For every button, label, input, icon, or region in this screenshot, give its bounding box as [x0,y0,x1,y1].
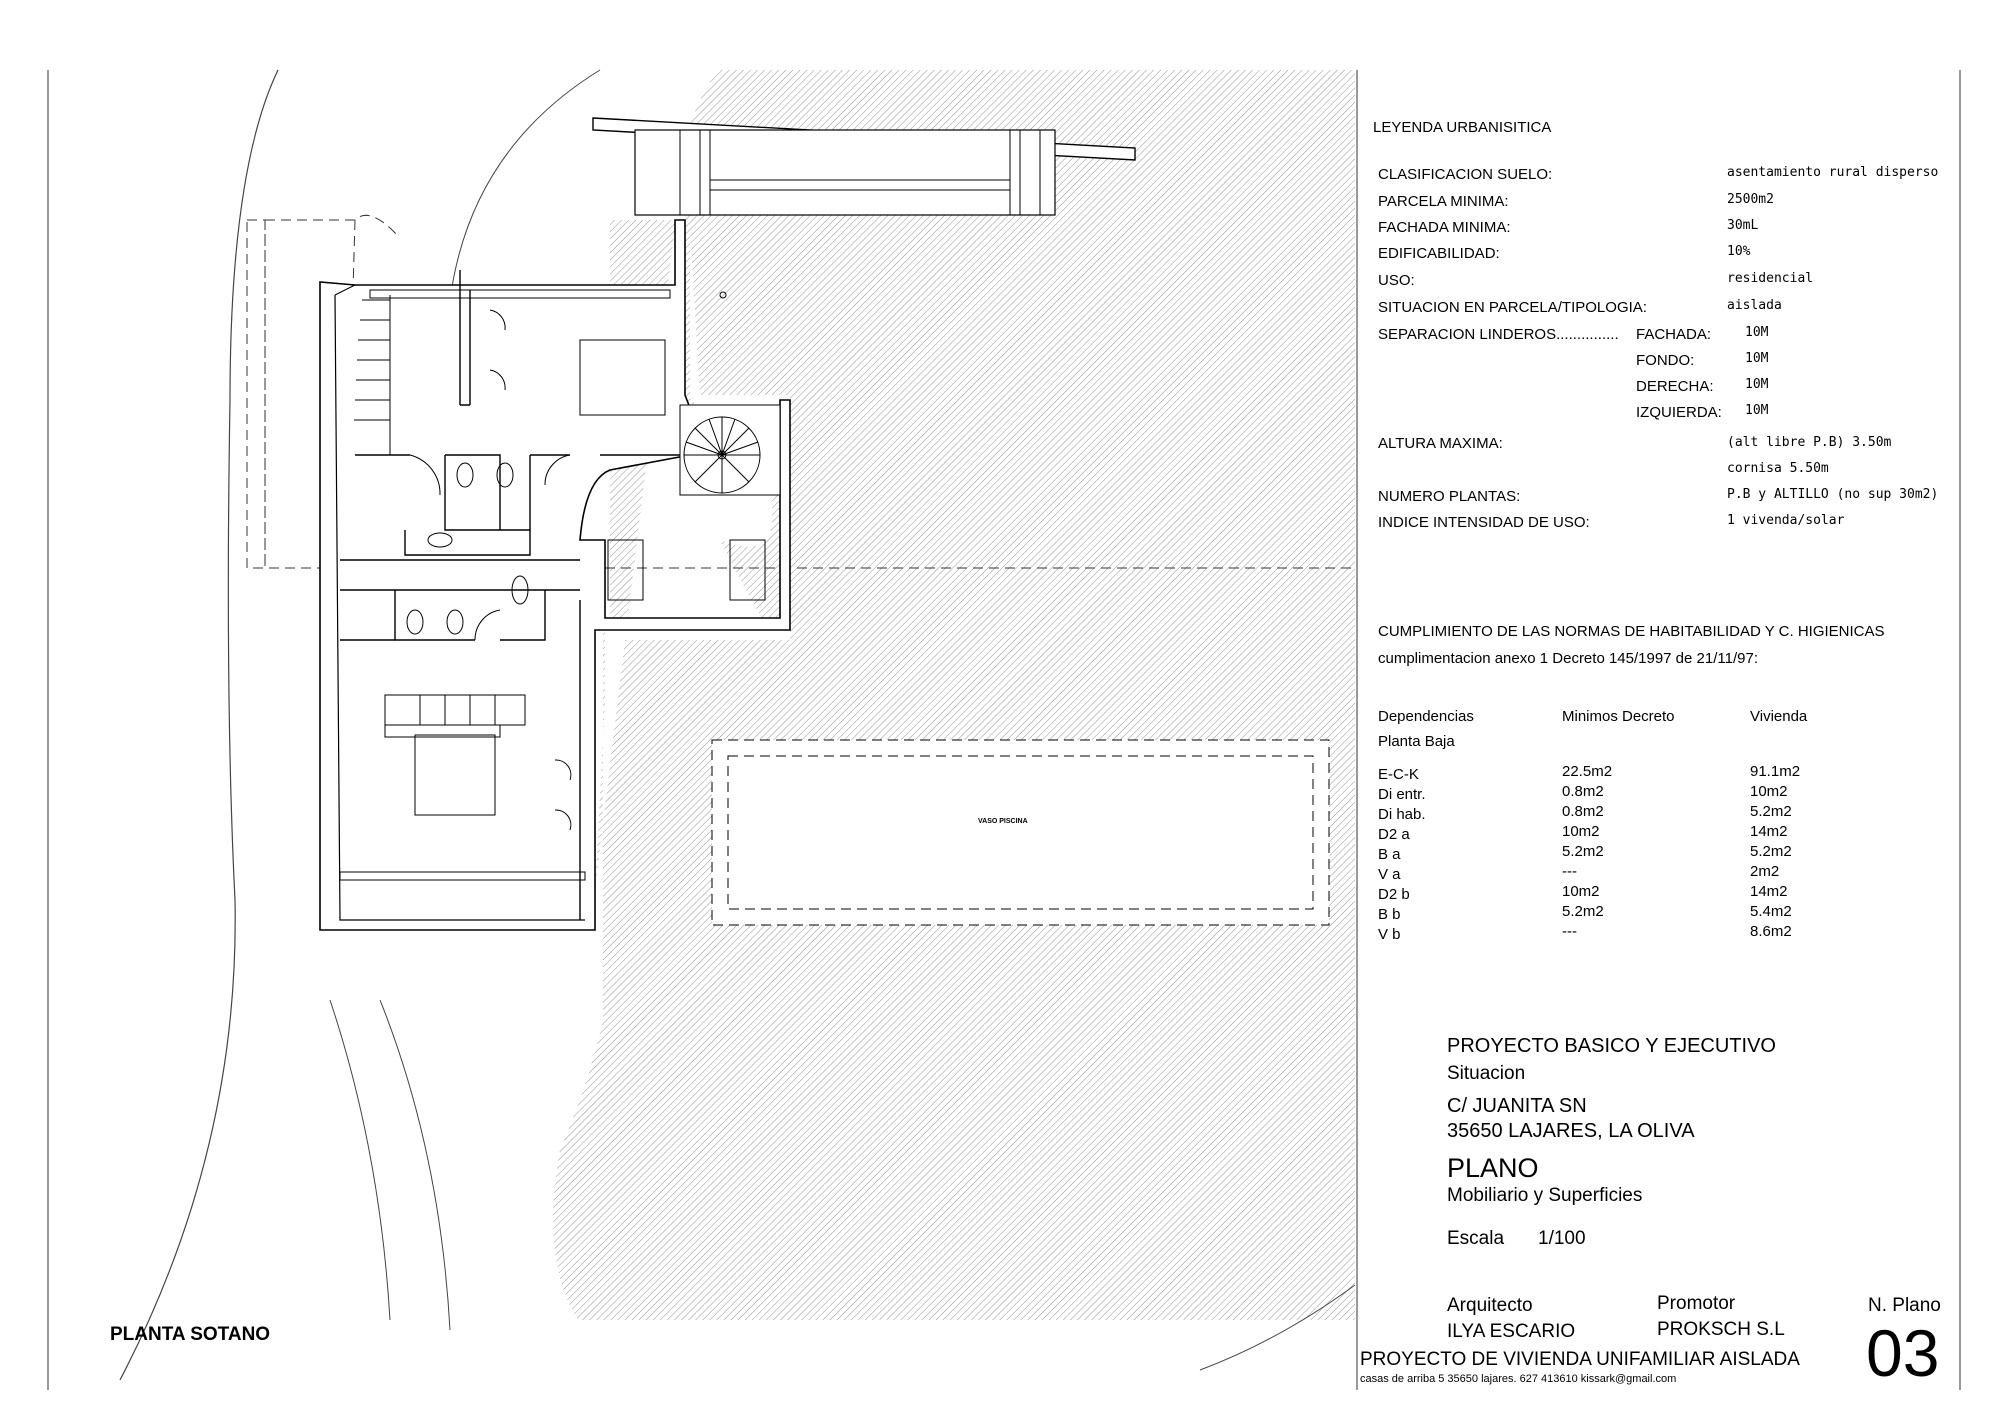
table-cell: 10m2 [1562,823,1600,840]
table-cell: 5.2m2 [1562,843,1604,860]
indice-value: 1 vivenda/solar [1727,513,1845,528]
plan-label: PLANTA SOTANO [110,1324,271,1345]
nplano-label: N. Plano [1868,1295,1941,1316]
table-cell: D2 a [1378,826,1410,843]
indice-label: INDICE INTENSIDAD DE USO: [1378,514,1590,531]
separacion-item-label: IZQUIERDA: [1636,404,1722,421]
promotor-label: Promotor [1657,1293,1736,1314]
nplano-value: 03 [1866,1316,1940,1390]
table-cell: 14m2 [1750,883,1788,900]
table-cell: 14m2 [1750,823,1788,840]
table-cell: B b [1378,906,1401,923]
address-line-2: 35650 LAJARES, LA OLIVA [1447,1120,1695,1142]
table-cell: 5.4m2 [1750,903,1792,920]
plano-label: PLANO [1447,1153,1539,1183]
separacion-label: SEPARACION LINDEROS............... [1378,326,1619,343]
spiral-stair [680,405,780,495]
separacion-item-label: FONDO: [1636,352,1695,369]
project-type: PROYECTO BASICO Y EJECUTIVO [1447,1035,1776,1057]
legend-label: PARCELA MINIMA: [1378,193,1509,210]
legend-value: 2500m2 [1727,192,1774,207]
table-cell: 8.6m2 [1750,923,1792,940]
habitabilidad-title: CUMPLIMIENTO DE LAS NORMAS DE HABITABILIDAD Y C. HIGIENICAS [1378,623,1885,640]
legend-label: EDIFICABILIDAD: [1378,245,1500,262]
separacion-item-label: DERECHA: [1636,378,1714,395]
legend-value: 10% [1727,244,1751,259]
table-section: Planta Baja [1378,733,1455,750]
table-cell: --- [1562,923,1577,940]
legend-title: LEYENDA URBANISITICA [1373,119,1552,136]
table-cell: 5.2m2 [1562,903,1604,920]
legend-label: CLASIFICACION SUELO: [1378,166,1553,183]
legend-value: residencial [1727,271,1814,286]
table-cell: 5.2m2 [1750,843,1792,860]
legend-value: asentamiento rural disperso [1727,165,1939,180]
legend-label: SITUACION EN PARCELA/TIPOLOGIA: [1378,299,1647,316]
separacion-item-value: 10M [1745,403,1769,418]
footer-contact: casas de arriba 5 35650 lajares. 627 413610 kissark@gmail.com [1360,1373,1677,1385]
pool [712,740,1329,925]
table-cell: --- [1562,863,1577,880]
plantas-value: P.B y ALTILLO (no sup 30m2) [1727,487,1939,502]
table-cell: V b [1378,926,1401,943]
table-cell: V a [1378,866,1401,883]
address-line-1: C/ JUANITA SN [1447,1095,1587,1117]
table-cell: 10m2 [1750,783,1788,800]
table-cell: Di hab. [1378,806,1426,823]
legend-value: aislada [1727,298,1782,313]
table-cell: 10m2 [1562,883,1600,900]
table-header: Dependencias [1378,708,1474,725]
table-cell: 0.8m2 [1562,803,1604,820]
table-cell: Di entr. [1378,786,1426,803]
table-cell: D2 b [1378,886,1410,903]
pool-label: VASO PISCINA [978,818,1028,825]
table-cell: 0.8m2 [1562,783,1604,800]
table-cell: 2m2 [1750,863,1780,880]
table-cell: 91.1m2 [1750,763,1801,780]
escala-label: Escala [1447,1228,1505,1249]
altura-label: ALTURA MAXIMA: [1378,435,1503,452]
legend-label: USO: [1378,272,1415,289]
plano-name: Mobiliario y Superficies [1447,1185,1643,1206]
promotor-name: PROKSCH S.L [1657,1319,1785,1340]
legend-label: FACHADA MINIMA: [1378,219,1511,236]
separacion-item-value: 10M [1745,377,1769,392]
plantas-label: NUMERO PLANTAS: [1378,488,1521,505]
site-boundary-curve-2 [450,70,600,300]
table-cell: 5.2m2 [1750,803,1792,820]
table-cell: B a [1378,846,1401,863]
arquitecto-name: ILYA ESCARIO [1447,1321,1576,1342]
situacion-label: Situacion [1447,1063,1526,1084]
altura-value: (alt libre P.B) 3.50m [1727,435,1892,450]
table-header: Minimos Decreto [1562,708,1675,725]
table-header: Vivienda [1750,708,1808,725]
arquitecto-label: Arquitecto [1447,1295,1533,1316]
escala-value: 1/100 [1538,1228,1586,1249]
habitabilidad-subtitle: cumplimentacion anexo 1 Decreto 145/1997 de 21/11/97: [1378,650,1758,667]
separacion-item-value: 10M [1745,325,1769,340]
altura-value-2: cornisa 5.50m [1727,461,1829,476]
legend-value: 30mL [1727,218,1759,233]
table-cell: 22.5m2 [1562,763,1613,780]
table-cell: E-C-K [1378,766,1419,783]
separacion-item-label: FACHADA: [1636,326,1712,343]
separacion-item-value: 10M [1745,351,1769,366]
terrain-hatch [553,70,1355,1320]
site-boundary-curve [120,70,278,1380]
footer-title: PROYECTO DE VIVIENDA UNIFAMILIAR AISLADA [1360,1349,1800,1370]
